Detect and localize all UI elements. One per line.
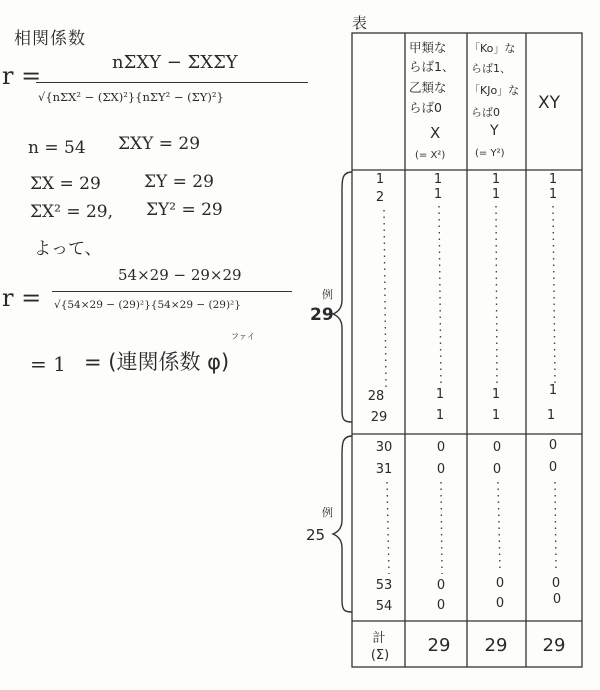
row-53-xy: 0 xyxy=(551,576,561,591)
row-53-n: 53 xyxy=(375,578,393,593)
row-54-x: 0 xyxy=(436,598,446,613)
row-30-xy: 0 xyxy=(548,438,558,453)
header-y-line1: 「Ko」な xyxy=(469,42,516,55)
row-31-x: 0 xyxy=(436,462,446,477)
row-1-xy: 1 xyxy=(548,172,558,187)
row-2-xy: 1 xyxy=(548,187,558,202)
computation-r-symbol: r = xyxy=(2,284,42,312)
row-28-y: 1 xyxy=(491,387,501,402)
row-54-xy: 0 xyxy=(552,592,562,607)
result-equals-one: = 1 xyxy=(30,352,66,376)
total-label-top: 計 xyxy=(372,631,386,646)
header-x-line3: 乙類な xyxy=(409,80,447,95)
formula-title: 相関係数 xyxy=(14,29,86,49)
formula-denominator: √{nΣX² − (ΣX)²}{nΣY² − (ΣY)²} xyxy=(38,90,224,104)
group2-rows xyxy=(376,438,561,614)
group1-brace-label-top: 例 xyxy=(322,288,333,301)
header-y-symbol: Y xyxy=(490,123,499,139)
row-54-n: 54 xyxy=(375,599,393,614)
header-x xyxy=(409,40,454,161)
header-y-line2: らば1、 xyxy=(471,62,511,75)
total-label-bottom: (Σ) xyxy=(370,648,390,663)
group2-brace-label-top: 例 xyxy=(322,506,333,519)
computation-denominator: √{54×29 − (29)²}{54×29 − (29)²} xyxy=(54,299,241,311)
header-y-line4: らば0 xyxy=(471,106,500,119)
n-value: n = 54 xyxy=(28,138,86,158)
row-2-n: 2 xyxy=(375,190,385,205)
row-28-x: 1 xyxy=(435,387,445,402)
row-2-y: 1 xyxy=(491,187,501,202)
header-y-note: (= Y²) xyxy=(475,148,505,159)
row-29-xy: 1 xyxy=(546,408,556,423)
result-label: = (連関係数 φ) xyxy=(84,350,230,374)
row-2-x: 1 xyxy=(433,187,443,202)
formula-numerator: nΣXY − ΣXΣY xyxy=(112,52,238,73)
row-53-x: 0 xyxy=(436,578,446,593)
row-31-n: 31 xyxy=(375,462,393,477)
sum-x2-value: ΣX² = 29, xyxy=(30,202,114,222)
phi-ruby: ファイ xyxy=(231,332,255,341)
sum-y-value: ΣY = 29 xyxy=(144,172,214,192)
r-symbol: r = xyxy=(2,62,42,90)
total-x: 29 xyxy=(427,635,451,656)
sum-y2-value: ΣY² = 29 xyxy=(146,200,223,220)
group1-brace xyxy=(333,172,352,422)
row-29-y: 1 xyxy=(491,408,501,423)
header-y xyxy=(469,42,519,159)
group2-ellipsis xyxy=(387,482,556,574)
group2-brace xyxy=(333,436,352,612)
row-29-x: 1 xyxy=(435,408,445,423)
group2-brace-label: 25 xyxy=(306,526,326,544)
table-grid xyxy=(352,33,582,667)
header-x-line4: らば0 xyxy=(409,100,442,115)
row-28-xy: 1 xyxy=(548,383,558,398)
row-1-x: 1 xyxy=(433,172,443,187)
row-1-n: 1 xyxy=(375,172,385,187)
header-x-symbol: X xyxy=(430,124,441,142)
row-29-n: 29 xyxy=(370,410,388,425)
row-31-y: 0 xyxy=(492,462,502,477)
header-x-note: (= X²) xyxy=(415,150,446,161)
row-53-y: 0 xyxy=(495,576,505,591)
row-30-n: 30 xyxy=(375,440,393,455)
row-1-y: 1 xyxy=(491,172,501,187)
row-30-x: 0 xyxy=(436,440,446,455)
sum-xy-value: ΣXY = 29 xyxy=(118,134,201,154)
table-caption: 表 xyxy=(352,14,368,32)
row-28-n: 28 xyxy=(367,389,385,404)
row-30-y: 0 xyxy=(492,440,502,455)
total-row xyxy=(371,630,566,663)
total-y: 29 xyxy=(484,635,508,656)
group1-brace-label: 29 xyxy=(310,305,334,325)
row-31-xy: 0 xyxy=(548,460,558,475)
header-x-line2: らば1、 xyxy=(409,59,455,74)
header-x-line1: 甲類な xyxy=(409,40,447,55)
therefore-label: よって、 xyxy=(34,239,102,259)
row-54-y: 0 xyxy=(495,596,505,611)
header-xy: XY xyxy=(538,93,561,113)
group1-ellipsis xyxy=(384,206,555,388)
header-y-line3: 「KJo」な xyxy=(469,84,520,97)
computation-numerator: 54×29 − 29×29 xyxy=(118,266,242,284)
total-xy: 29 xyxy=(542,635,566,656)
group1-rows xyxy=(368,172,557,425)
sum-x-value: ΣX = 29 xyxy=(30,174,101,194)
